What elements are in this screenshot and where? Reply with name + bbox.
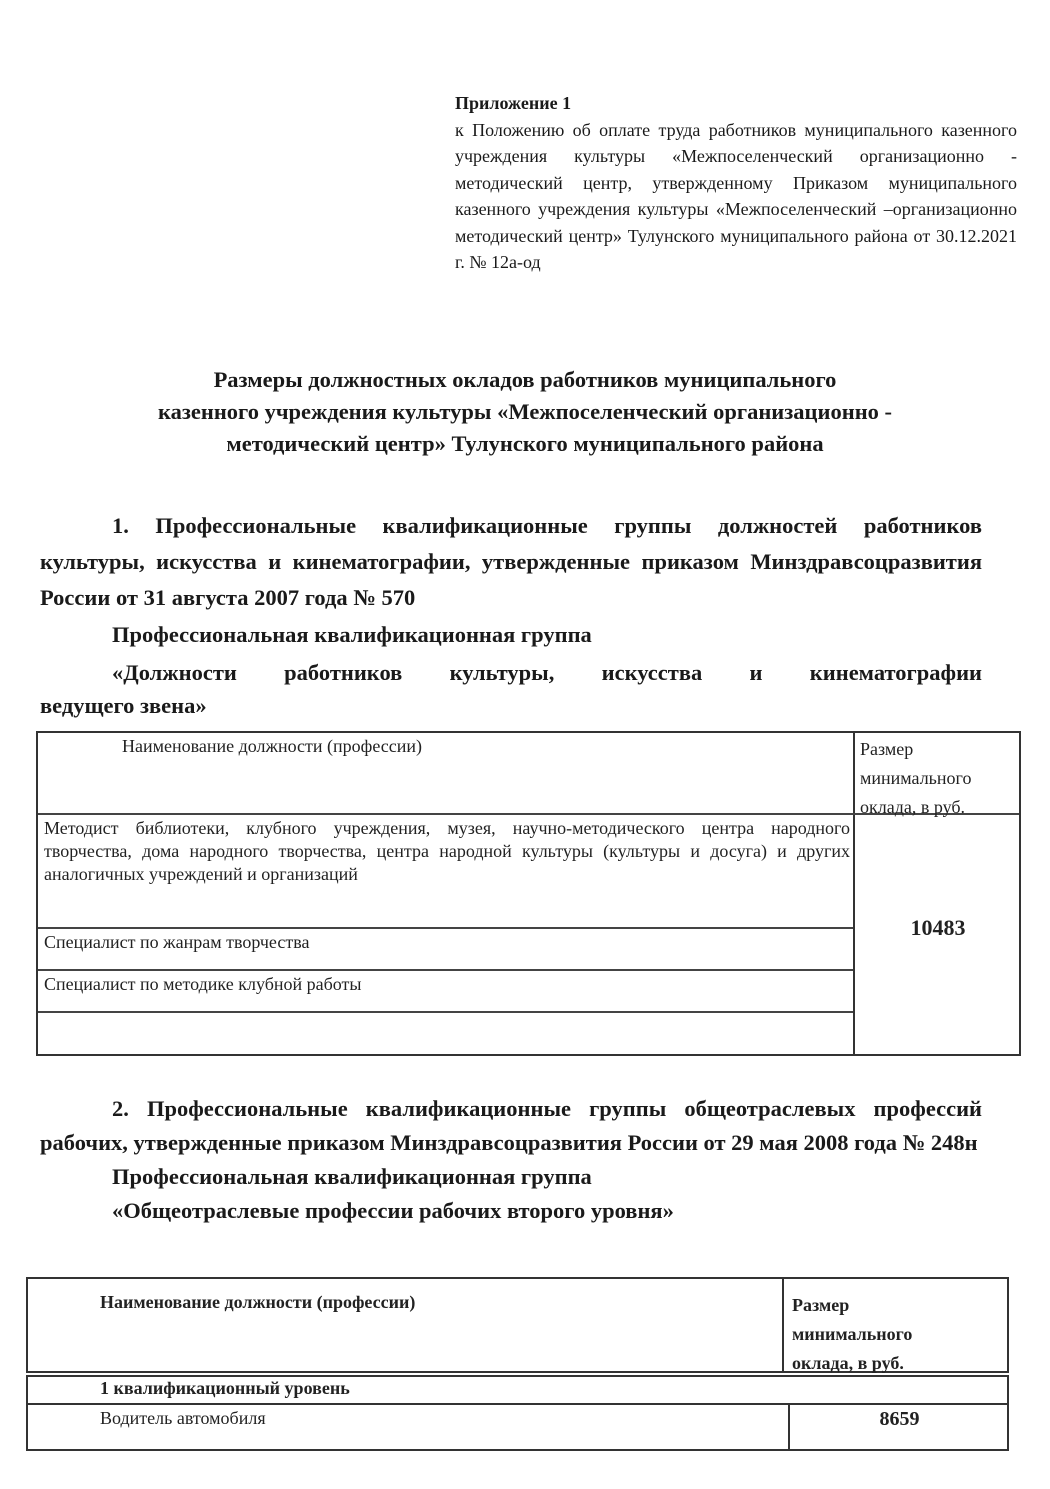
table-1-header-size-line2: минимального: [860, 768, 972, 788]
section-2: [40, 1092, 982, 1228]
table-2-header-size-line3: оклада, в руб.: [792, 1353, 904, 1373]
table-2-row-divider: [28, 1403, 1007, 1405]
section-2-group-name: «Общеотраслевые профессии рабочих второго уровня»: [112, 1198, 674, 1223]
document-title-line3: методический центр» Тулунского муниципального района: [226, 431, 824, 456]
section-1-group-name-line2: ведущего звена»: [40, 693, 207, 718]
document-title: [40, 364, 1010, 460]
table-2-header-size: [792, 1291, 1002, 1378]
table-2-row-driver: Водитель автомобиля: [100, 1408, 266, 1428]
table-1-row-divider: [38, 1011, 853, 1013]
section-2-heading: 2. Профессиональные квалификационные группы общеотраслевых профессий рабочих, утвержденные приказом Минздравсоцразвития России от 29 мая 2008 года № 248н: [40, 1096, 982, 1155]
table-2-body: [26, 1375, 1009, 1451]
section-2-group-label: Профессиональная квалификационная группа: [112, 1164, 592, 1189]
section-1-heading: 1. Профессиональные квалификационные группы должностей работников культуры, искусства и кинематографии, утвержденные приказом Минздравсоцразвития России от 31 августа 2007 года № 570: [40, 513, 982, 610]
annex-text: к Положению об оплате труда работников муниципального казенного учреждения культуры «Межпоселенческий организационно - методический центр, утвержденному Приказом муниципального казенного учреждения культуры «Межпоселенческий –организационно методический центр» Тулунского муниципального района от 30.12.2021 г. № 12а-од: [455, 119, 1017, 272]
table-1-row-club-specialist: Специалист по методике клубной работы: [44, 974, 362, 994]
table-2-column-divider: [782, 1279, 784, 1371]
document-title-line2: казенного учреждения культуры «Межпоселенческий организационно -: [157, 399, 893, 424]
table-2-header-size-line1: Размер: [792, 1295, 850, 1315]
section-1-group-label: Профессиональная квалификационная группа: [112, 622, 592, 647]
document-title-line1: Размеры должностных окладов работников муниципального: [213, 367, 837, 392]
section-1-group-name-line1: «Должности работников культуры, искусства и кинематографии: [112, 660, 982, 685]
table-1-salary-value: 10483: [910, 915, 966, 940]
table-1-row-divider: [38, 969, 853, 971]
table-1: [36, 731, 1021, 1056]
table-1-header-name: Наименование должности (профессии): [122, 736, 423, 756]
table-1-header-size-line1: Размер: [860, 739, 914, 759]
table-1-column-divider: [853, 733, 855, 1054]
table-2-qualification-level: 1 квалификационный уровень: [100, 1378, 350, 1398]
table-2-salary-value: 8659: [879, 1408, 920, 1430]
table-1-row-divider: [38, 927, 853, 929]
table-2-header-name: Наименование должности (профессии): [100, 1292, 416, 1312]
annex-title: Приложение 1: [455, 93, 572, 113]
table-2-header: [26, 1277, 1009, 1373]
section-1: [40, 508, 982, 720]
table-2-header-size-line2: минимального: [792, 1324, 913, 1344]
table-1-row-methodist: Методист библиотеки, клубного учреждения, музея, научно-методического центра народного творчества, дома народного творчества, центра народной культуры (культуры и досуга) и других аналогичных учреждений и организаций: [44, 818, 850, 884]
table-1-row-genre-specialist: Специалист по жанрам творчества: [44, 932, 310, 952]
table-1-header-size: [860, 735, 1020, 822]
table-1-header-size-line3: оклада, в руб.: [860, 797, 966, 817]
annex-block: [455, 90, 1017, 276]
